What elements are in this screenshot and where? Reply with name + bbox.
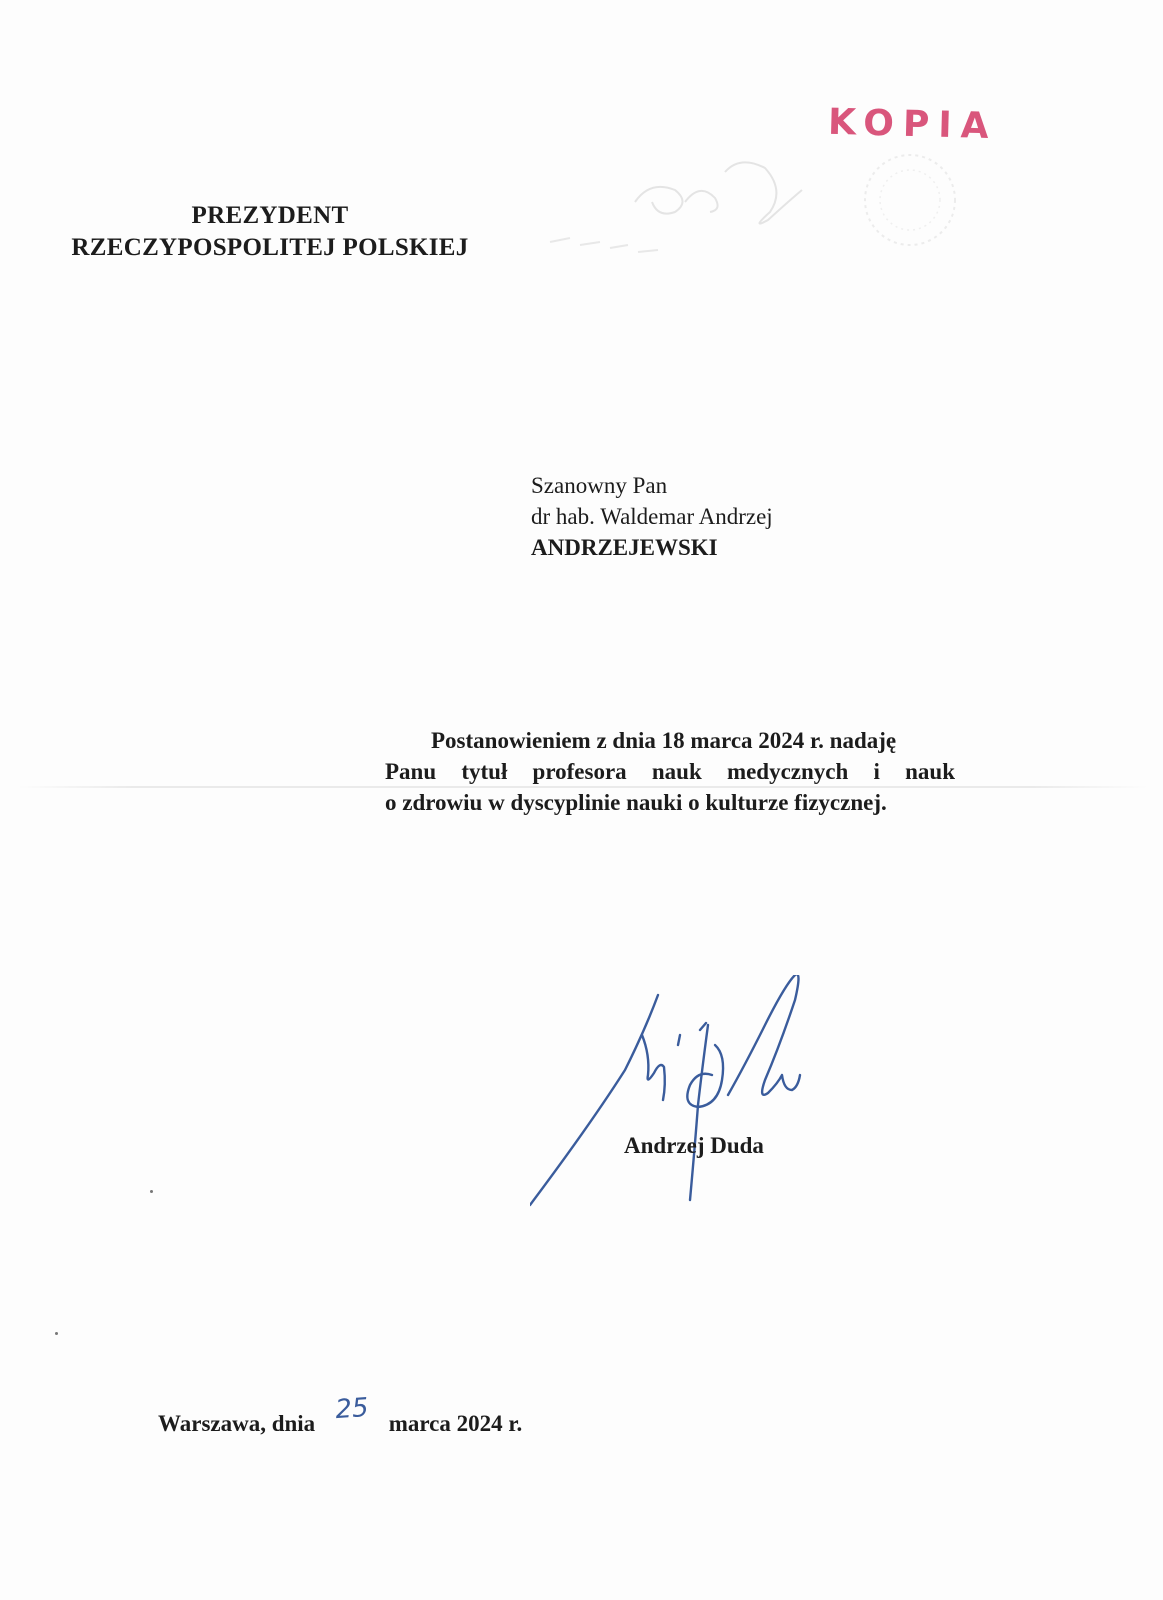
- kopia-stamp: KOPIA: [827, 101, 999, 148]
- date-day-handwritten: 25: [334, 1392, 370, 1426]
- letter-body: [385, 725, 955, 818]
- faint-handwritten-annotation: [540, 150, 990, 300]
- addressee-surname: ANDRZEJEWSKI: [531, 535, 718, 560]
- paper-speck: [55, 1332, 58, 1335]
- date-suffix: marca 2024 r.: [388, 1411, 523, 1436]
- letterhead-title: PREZYDENT: [191, 202, 349, 229]
- body-line-1: Postanowieniem z dnia 18 marca 2024 r. nadaję: [431, 728, 897, 753]
- date-prefix: Warszawa, dnia: [158, 1411, 316, 1436]
- handwritten-signature: [530, 975, 830, 1235]
- signer-name: Andrzej Duda: [624, 1133, 764, 1158]
- addressee-block: [531, 470, 773, 563]
- letterhead-subtitle: RZECZYPOSPOLITEJ POLSKIEJ: [71, 234, 469, 261]
- body-line-2: Panu tytuł profesora nauk medycznych i nauk: [385, 759, 955, 784]
- paper-speck: [150, 1190, 153, 1193]
- letterhead: [60, 200, 480, 264]
- place-and-date: [158, 1392, 523, 1438]
- salutation: Szanowny Pan: [531, 473, 668, 498]
- body-line-3: o zdrowiu w dyscyplinie nauki o kulturze fizycznej.: [385, 790, 887, 815]
- addressee-name: dr hab. Waldemar Andrzej: [531, 504, 773, 529]
